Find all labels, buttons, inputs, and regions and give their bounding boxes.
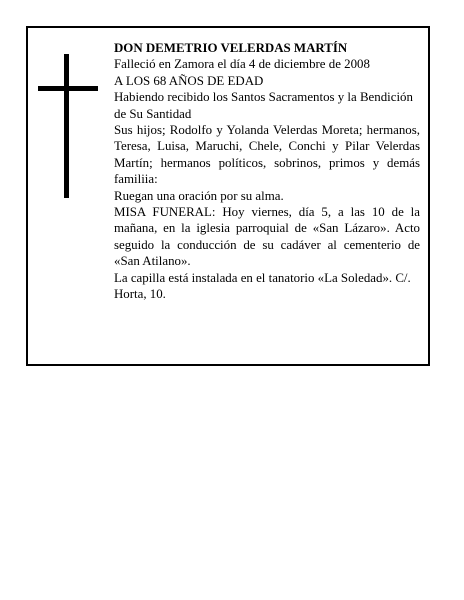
age-line: A LOS 68 AÑOS DE EDAD <box>114 73 264 88</box>
death-notice: Falleció en Zamora el día 4 de diciembre de 2008 <box>114 57 370 72</box>
cross-icon <box>38 54 98 198</box>
funeral-mass: MISA FUNERAL: Hoy viernes, día 5, a las 10 de la mañana, en la iglesia parroquial de «San Lázaro». Acto seguido la conducción de su cadáver al cementerio de «San Atilano». <box>114 205 420 269</box>
prayer-line: Ruegan una oración por su alma. <box>114 188 284 203</box>
sacraments-line: Habiendo recibido los Santos Sacramentos y la Bendición de Su Santidad <box>114 90 413 121</box>
cross-horizontal-bar <box>38 86 98 91</box>
chapel-location: La capilla está instalada en el tanatorio «La Soledad». C/. Horta, 10. <box>114 270 411 302</box>
deceased-name: DON DEMETRIO VELERDAS MARTÍN <box>114 41 348 55</box>
family-list: Sus hijos; Rodolfo y Yolanda Velerdas Moreta; hermanos, Teresa, Luisa, Maruchi, Chele, Conchi y Pilar Velerdas Martín; hermanos políticos, sobrinos, primos y demás familiia: <box>114 123 420 187</box>
cross-vertical-bar <box>64 54 69 198</box>
obituary-text <box>114 40 420 303</box>
